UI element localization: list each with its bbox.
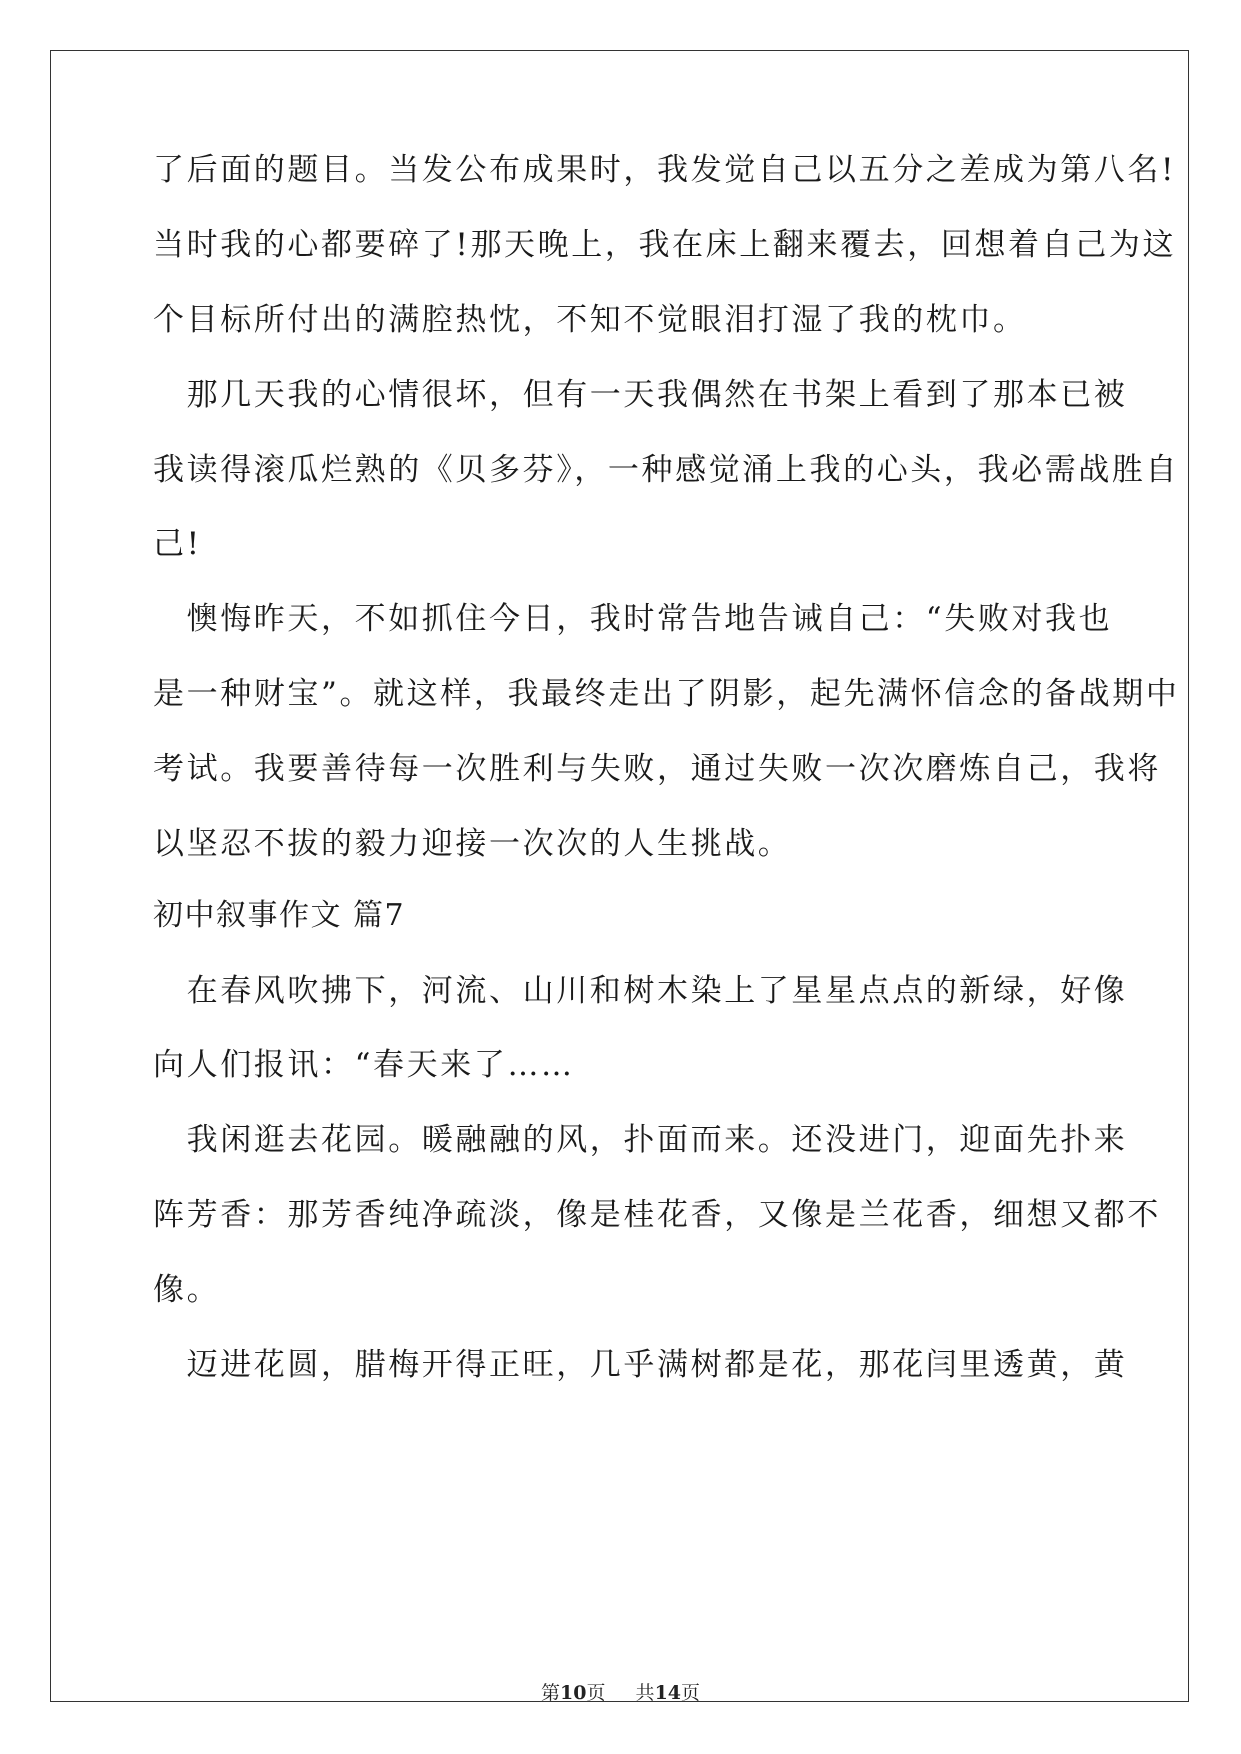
text-line: 迈进花圆，腊梅开得正旺，几乎满树都是花，那花闫里透黄，黄 bbox=[153, 1347, 1128, 1383]
text-line: 在春风吹拂下，河流、山川和树木染上了星星点点的新绿，好像 bbox=[153, 973, 1128, 1009]
text-line: 以坚忍不拔的毅力迎接一次次的人生挑战。 bbox=[153, 826, 792, 862]
text-line: 我闲逛去花园。暖融融的风，扑面而来。还没进门，迎面先扑来 bbox=[153, 1122, 1128, 1158]
text-line: 像。 bbox=[153, 1272, 221, 1308]
text-line: 阵芳香：那芳香纯净疏淡，像是桂花香，又像是兰花香，细想又都不 bbox=[153, 1197, 1161, 1233]
page-border bbox=[50, 50, 1189, 1702]
text-line: 那几天我的心情很坏，但有一天我偶然在书架上看到了那本已被 bbox=[153, 377, 1128, 413]
text-line: 个目标所付出的满腔热忱，不知不觉眼泪打湿了我的枕巾。 bbox=[153, 302, 1027, 338]
page-prefix: 第 bbox=[540, 1682, 560, 1704]
text-line: 当时我的心都要碎了!那天晚上，我在床上翻来覆去，回想着自己为这 bbox=[153, 227, 1177, 263]
page-footer bbox=[0, 1678, 1241, 1705]
total-pages: 14 bbox=[654, 1682, 682, 1704]
page-number: 10 bbox=[559, 1682, 587, 1704]
total-pages-indicator bbox=[636, 1678, 700, 1705]
total-prefix: 共 bbox=[635, 1682, 655, 1704]
page-suffix: 页 bbox=[586, 1682, 606, 1704]
text-line: 懊悔昨天，不如抓住今日，我时常告地告诫自己：“失败对我也 bbox=[153, 601, 1113, 637]
page-indicator bbox=[541, 1678, 605, 1705]
text-line: 己! bbox=[153, 526, 202, 562]
text-line: 了后面的题目。当发公布成果时，我发觉自己以五分之差成为第八名! bbox=[153, 152, 1177, 188]
text-line: 向人们报讯：“春天来了…… bbox=[153, 1047, 575, 1083]
text-line: 考试。我要善待每一次胜利与失败，通过失败一次次磨炼自己，我将 bbox=[153, 751, 1161, 787]
total-suffix: 页 bbox=[681, 1682, 701, 1704]
section-heading: 初中叙事作文 篇7 bbox=[153, 898, 406, 933]
text-line: 是一种财宝”。就这样，我最终走出了阴影，起先满怀信念的备战期中 bbox=[153, 676, 1180, 712]
text-line: 我读得滚瓜烂熟的《贝多芬》，一种感觉涌上我的心头，我必需战胜自 bbox=[153, 452, 1180, 488]
